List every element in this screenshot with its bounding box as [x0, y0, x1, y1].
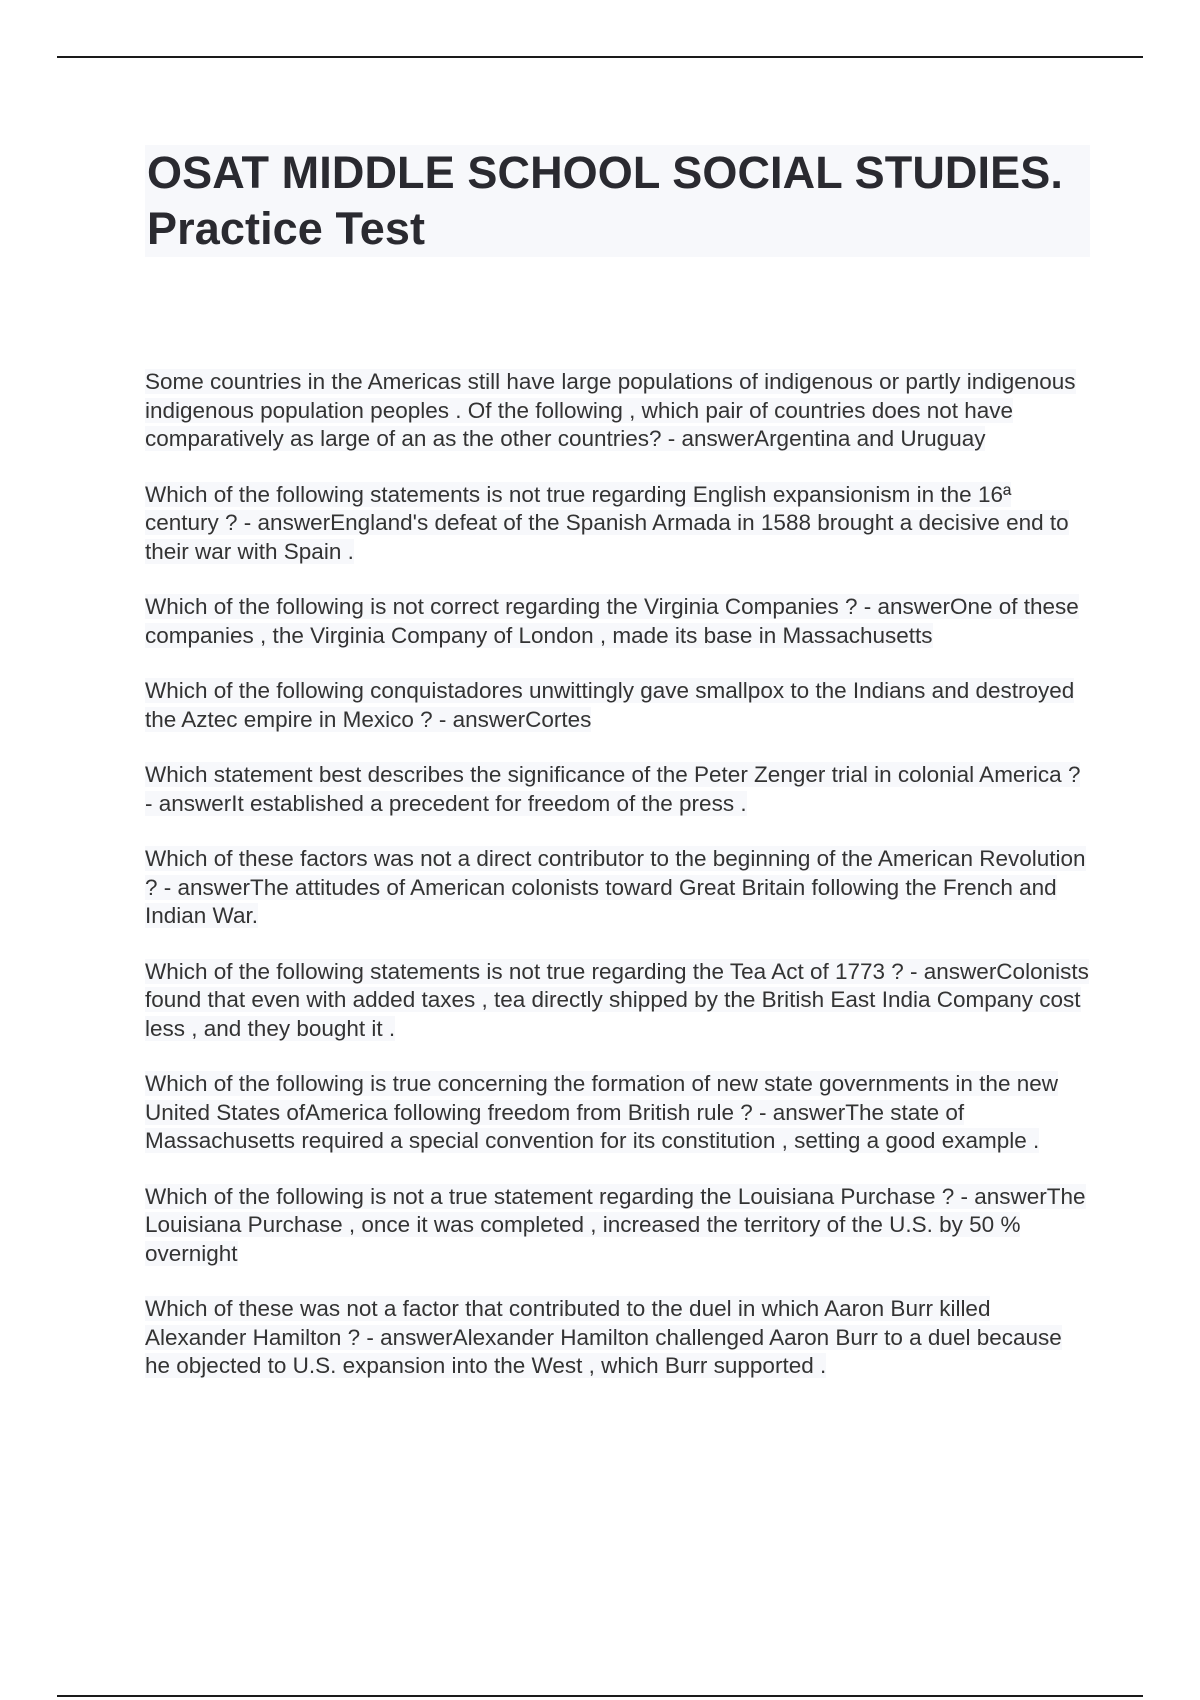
qa-text: Which of these was not a factor that contributed to the duel in which Aaron Burr killed Alexander Hamilton ? - answerAlexander Hamilton challenged Aaron Burr to a duel because he objected to U.S. expansion into the West , which Burr supported . [145, 1296, 1062, 1378]
qa-item [145, 481, 1090, 567]
qa-text: Which of the following is true concerning the formation of new state governments in the new United States ofAmerica following freedom from British rule ? - answerThe state of Massachusetts required a special convention for its constitution , setting a good example . [145, 1071, 1058, 1153]
qa-item [145, 761, 1090, 818]
qa-text: Which of the following is not a true statement regarding the Louisiana Purchase ? - answerThe Louisiana Purchase , once it was completed , increased the territory of the U.S. by 50 % overnight [145, 1183, 1086, 1266]
page-title: OSAT MIDDLE SCHOOL SOCIAL STUDIES. Practice Test [147, 147, 1063, 254]
top-rule [57, 56, 1143, 58]
qa-list [145, 368, 1090, 1408]
qa-text: Which of these factors was not a direct contributor to the beginning of the American Revolution ? - answerThe attitudes of American colonists toward Great Britain following the French and Indian War. [145, 846, 1086, 928]
qa-text: Which of the following statements is not true regarding the Tea Act of 1773 ? - answerColonists found that even with added taxes , tea directly shipped by the British East India Company cost less , and they bought it . [145, 958, 1089, 1041]
qa-item [145, 1295, 1090, 1381]
qa-item [145, 958, 1090, 1044]
bottom-rule [57, 1695, 1143, 1697]
qa-item [145, 593, 1090, 650]
qa-item [145, 368, 1090, 454]
qa-text: Which of the following statements is not true regarding English expansionism in the 16ª century ? - answerEngland's defeat of the Spanish Armada in 1588 brought a decisive end to their war with Spain . [145, 481, 1069, 564]
qa-item [145, 1183, 1090, 1269]
title-block [145, 145, 1090, 257]
qa-text: Some countries in the Americas still have large populations of indigenous or partly indigenous indigenous population peoples . Of the following , which pair of countries does not have comparatively as large of an as the other countries? - answerArgentina and Uruguay [145, 369, 1076, 451]
qa-item [145, 845, 1090, 931]
qa-text: Which statement best describes the significance of the Peter Zenger trial in colonial America ? - answerIt established a precedent for freedom of the press . [145, 762, 1081, 816]
qa-item [145, 677, 1090, 734]
qa-text: Which of the following is not correct regarding the Virginia Companies ? - answerOne of these companies , the Virginia Company of London , made its base in Massachusetts [145, 594, 1079, 648]
qa-item [145, 1070, 1090, 1156]
qa-text: Which of the following conquistadores unwittingly gave smallpox to the Indians and destroyed the Aztec empire in Mexico ? - answerCortes [145, 678, 1075, 732]
